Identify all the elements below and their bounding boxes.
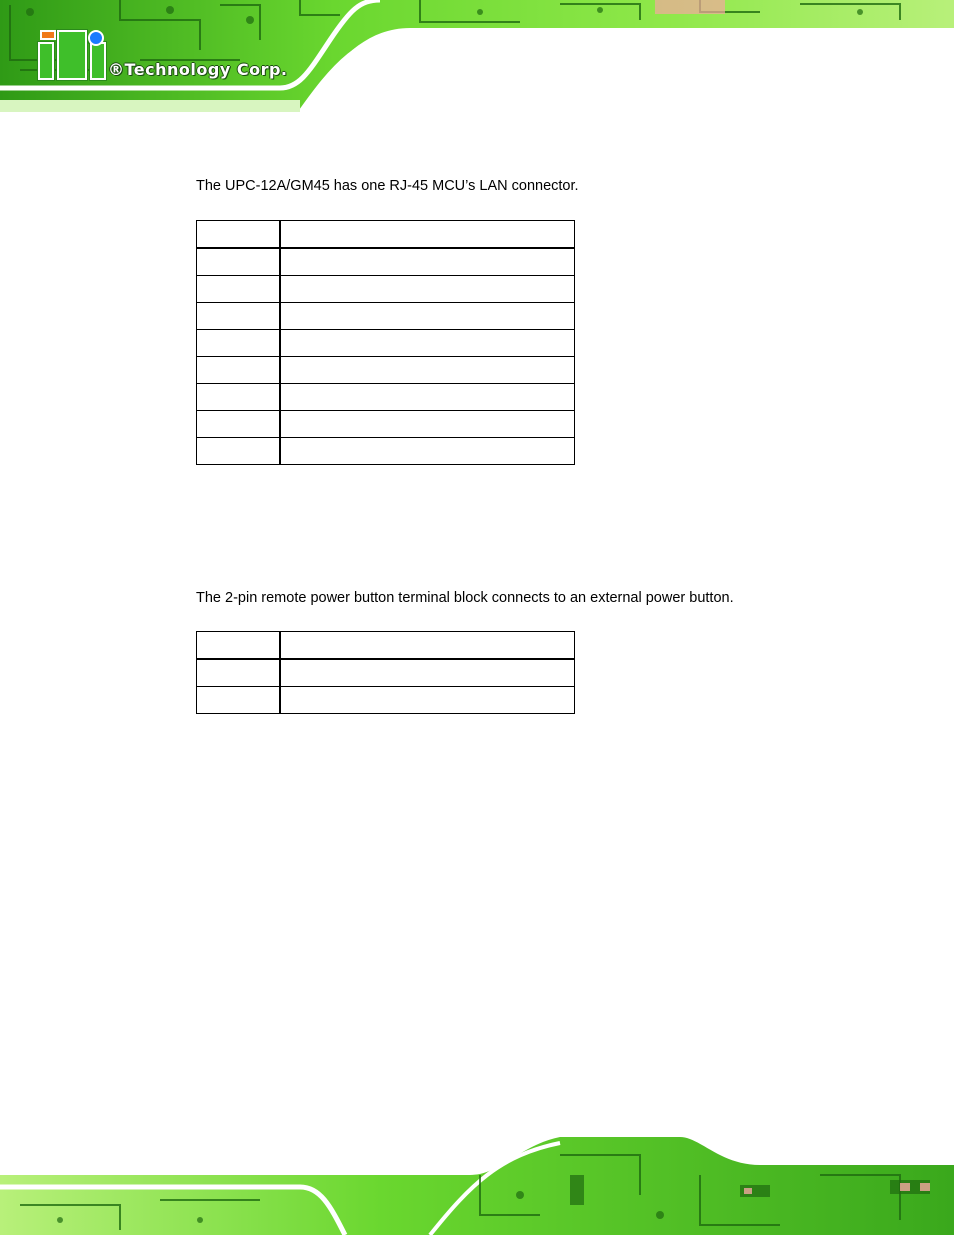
- table-header-row: [197, 632, 575, 660]
- table-cell-pin: [197, 687, 281, 714]
- table-cell-description: [280, 384, 575, 411]
- table-cell-pin: [197, 276, 281, 303]
- logo-i-bar: [38, 42, 54, 80]
- table-cell-description: [280, 248, 575, 276]
- table-row: [197, 438, 575, 465]
- table-cell-pin: [197, 411, 281, 438]
- table-cell-pin: [197, 330, 281, 357]
- lan-pinout-table: [196, 220, 575, 465]
- table-cell-description: [280, 276, 575, 303]
- logo-orange-accent: [40, 30, 56, 40]
- table-cell-pin: [197, 221, 281, 249]
- table-cell-pin: [197, 303, 281, 330]
- table-cell-description: [280, 357, 575, 384]
- table-cell-pin: [197, 248, 281, 276]
- logo-blue-dot: [88, 30, 104, 46]
- table-cell-pin: [197, 384, 281, 411]
- table-cell-pin: [197, 438, 281, 465]
- table-cell-pin: [197, 659, 281, 687]
- table-cell-description: [280, 221, 575, 249]
- table-cell-description: [280, 659, 575, 687]
- power-button-pinout-table: [196, 631, 575, 714]
- table-row: [197, 687, 575, 714]
- table-row: [197, 384, 575, 411]
- lan-description: The UPC-12A/GM45 has one RJ-45 MCU’s LAN connector.: [196, 178, 579, 194]
- logo-i-bar-2: [90, 42, 106, 80]
- table-cell-pin: [197, 632, 281, 660]
- table-cell-pin: [197, 357, 281, 384]
- table-cell-description: [280, 687, 575, 714]
- logo-company-text: ®Technology Corp.: [108, 60, 288, 79]
- table-row: [197, 357, 575, 384]
- table-row: [197, 276, 575, 303]
- table-row: [197, 303, 575, 330]
- table-cell-description: [280, 632, 575, 660]
- logo-e-bar: [57, 30, 87, 80]
- table-row: [197, 248, 575, 276]
- table-cell-description: [280, 411, 575, 438]
- table-header-row: [197, 221, 575, 249]
- power-button-description: The 2-pin remote power button terminal block connects to an external power button.: [196, 590, 734, 606]
- table-row: [197, 411, 575, 438]
- table-cell-description: [280, 438, 575, 465]
- footer-pcb-banner: [0, 1125, 954, 1235]
- iei-logo: [38, 28, 298, 88]
- table-row: [197, 659, 575, 687]
- table-cell-description: [280, 330, 575, 357]
- table-cell-description: [280, 303, 575, 330]
- table-row: [197, 330, 575, 357]
